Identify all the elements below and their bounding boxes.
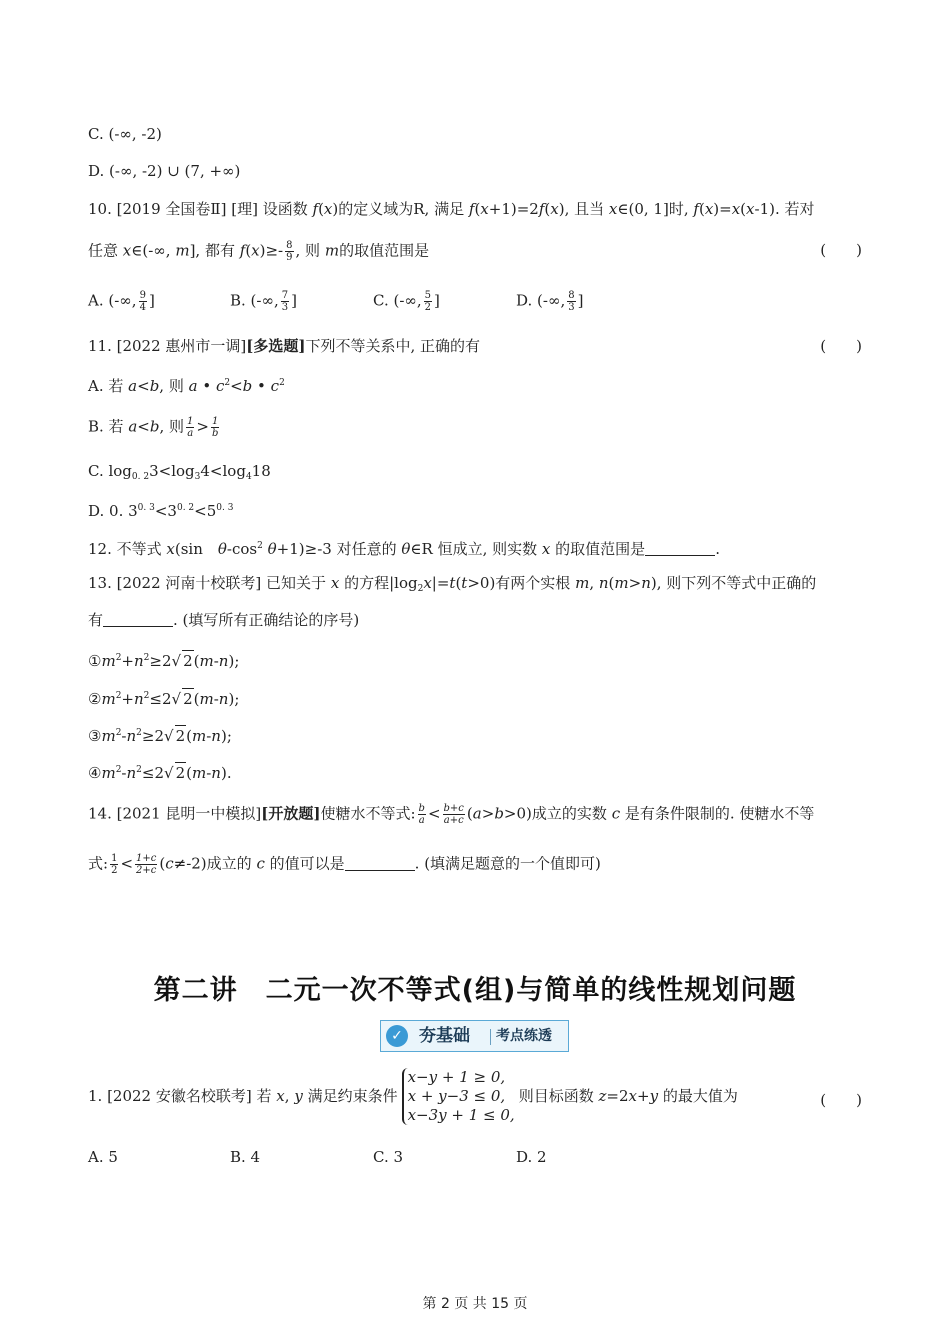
q13-item-4: $④m^2-n^2\le 2√$ 2(m-n). <box>88 764 232 782</box>
q11-text: 下列不等关系中, 正确的有 <box>305 337 481 355</box>
q13-line1: 13. [2022 河南十校联考] 已知关于 x 的方程$|\log_2x|=t(t>0)$有两个实根 m, n(m>n), 则下列不等式中正确的 <box>88 574 817 594</box>
q12-text: 恒成立, 则实数 <box>437 540 538 558</box>
q10-option-b: B. (-∞, $\frac{7}{3}$ ] <box>230 290 297 313</box>
q9-option-c: C. (-∞, -2) <box>88 125 162 143</box>
q14-line2: 式: $\frac{1}{2}$ < $\frac{1+c}{2+c}$ (c≠-2)成立的 c 的值可以是 . (填满足题意的一个值即可) <box>88 853 601 876</box>
q14-tag: [开放题] <box>261 804 321 823</box>
q9-option-d: D. (-∞, -2) ∪ (7, +∞) <box>88 162 241 180</box>
section-title: 第二讲 二元一次不等式(组)与简单的线性规划问题 <box>153 975 797 1006</box>
q13-item-3: $③m^2-n^2\ge 2√$ 2(m-n); <box>88 727 232 745</box>
q14-text: 是有条件限制的. 使糖水不等 <box>624 804 815 823</box>
q13-line2: 有 . (填写所有正确结论的序号) <box>88 611 360 629</box>
q10-option-c: C. (-∞, $\frac{5}{2}$ ] <box>373 290 440 313</box>
q13-head: 13. [2022 河南十校联考] 已知关于 <box>88 574 327 592</box>
section-badge <box>380 1020 569 1052</box>
q11-option-d: D. 0. $3^{0. 3}<3^{0. 2}<5^{0. 3}$ <box>88 502 234 520</box>
q11-head: 11. [2022 惠州市一调] <box>88 337 247 355</box>
s1-text: 满足约束条件 <box>307 1087 398 1105</box>
q10-text: 的取值范围是 <box>339 241 430 260</box>
s1-text: 则目标函数 <box>518 1087 594 1105</box>
q13-text: 有两个实根 <box>495 574 571 592</box>
q13-text: 的方程 <box>344 574 390 592</box>
q10-line2: 任意 x∈(-∞, m], 都有 f(x)≥- $\frac{8}{9}$ , 则 m的取值范围是 <box>88 240 430 263</box>
s1-head: 1. [2022 安徽名校联考] 若 <box>88 1087 272 1105</box>
q14-line1: 14. [2021 昆明一中模拟][开放题]使糖水不等式: $\frac{b}{a}$ < $\frac{b+c}{a+c}$ (a>b>0)成立的实数 c 是有条件限制的. 使糖水不等 <box>88 803 815 826</box>
answer-paren: ( ) <box>820 241 862 259</box>
q11-option-a: A. 若 a<b, 则 a • $c^2<b$ • $c^2$ <box>88 377 285 395</box>
q10-text: . 若对 <box>774 200 815 218</box>
answer-blank <box>645 541 715 556</box>
s1-option-a: A. 5 <box>88 1148 118 1166</box>
q13-text: , 则下列不等式中正确的 <box>656 574 817 592</box>
q12-text: 对任意的 <box>336 540 397 558</box>
q10-text: 任意 <box>88 241 119 260</box>
page-number: 第 2 页 共 15 页 <box>422 1296 528 1312</box>
q10-option-d: D. (-∞, $\frac{8}{3}$ ] <box>516 290 584 313</box>
q14-text: 成立的实数 <box>531 804 607 823</box>
q13-item-1: $①m^2+n^2\ge 2√$ 2(m-n); <box>88 652 240 670</box>
q12-text: 的取值范围是 <box>555 540 646 558</box>
q10-text: , 都有 <box>195 241 235 260</box>
q10-text: , 且当 <box>564 200 605 218</box>
q11-stem <box>88 336 480 356</box>
q10-option-a: A. (-∞, $\frac{9}{4}$ ] <box>88 290 155 313</box>
q11-option-b: B. 若 a<b, 则 $\frac{1}{a}$ > $\frac{1}{b}$ <box>88 416 219 439</box>
badge-divider <box>490 1029 491 1045</box>
q10-line1: 10. [2019 全国卷Ⅱ] [理] 设函数 f(x)的定义域为R, 满足 f(x+1)=2f(x), 且当 x∈(0, 1]时, f(x)=x(x-1). 若对 <box>88 200 815 218</box>
q10-head: 10. [2019 全国卷Ⅱ] [理] 设函数 <box>88 200 308 218</box>
badge-main-label: 夯基础 <box>419 1026 470 1046</box>
check-icon: ✓ <box>386 1025 408 1047</box>
badge-sub-label: 考点练透 <box>496 1028 552 1044</box>
fraction: $\frac{8}{9}$ <box>286 240 293 263</box>
q10-text: , 则 <box>295 241 321 260</box>
answer-paren: ( ) <box>820 1091 862 1109</box>
q13-item-2: $②m^2+n^2\le 2√$ 2(m-n); <box>88 690 240 708</box>
constraint-system: x−y + 1 ≥ 0, x + y−3 ≤ 0, x−3y + 1 ≤ 0, <box>402 1068 515 1125</box>
q10-text: 的定义域为R, 满足 <box>338 200 465 218</box>
s1-option-d: D. 2 <box>516 1148 547 1166</box>
q12-stem: 12. 不等式 x(sin $\theta-\cos^2$ θ+1)≥-3 对任意的 θ∈R 恒成立, 则实数 x 的取值范围是 . <box>88 540 720 558</box>
answer-paren: ( ) <box>820 337 862 355</box>
q11-option-c: C. $\log_{0. 2}3<\log_34<\log_418$ <box>88 462 271 482</box>
q10-text: 时, <box>668 200 689 218</box>
q11-tag: [多选题] <box>246 337 306 355</box>
q14-text: 使糖水不等式: <box>320 804 416 823</box>
s1-option-c: C. 3 <box>373 1148 404 1166</box>
s1-text: 的最大值为 <box>662 1087 738 1105</box>
q14-head: 14. [2021 昆明一中模拟] <box>88 804 262 823</box>
s1-option-b: B. 4 <box>230 1148 261 1166</box>
q12-text: 12. 不等式 <box>88 540 162 558</box>
s1-stem: 1. [2022 安徽名校联考] 若 x, y 满足约束条件 x−y + 1 ≥ 0, x + y−3 ≤ 0, x−3y + 1 ≤ 0, 则目标函数 z=2x+y 的最大值为 <box>88 1068 738 1124</box>
